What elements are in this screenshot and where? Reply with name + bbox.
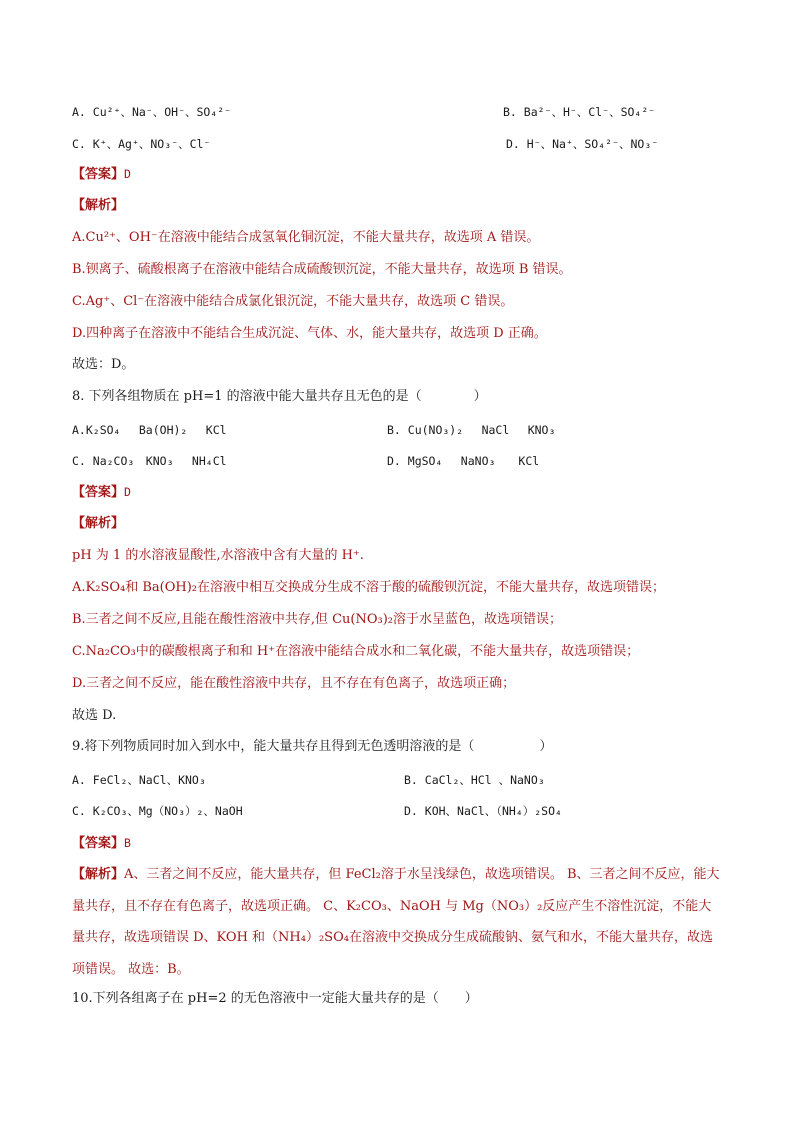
q8-explanation-a: A.K₂SO₄和 Ba(OH)₂在溶液中相互交换成分生成不溶于酸的硫酸钡沉淀，不能大量共存，故选项错误； (72, 580, 666, 595)
q7-option-d: D. H⁻、Na⁺、SO₄²⁻、NO₃⁻ (506, 137, 659, 151)
q7-explanation-b: B.钡离子、硫酸根离子在溶液中能结合成硫酸钡沉淀，不能大量共存，故选项 B 错误。 (72, 262, 572, 277)
q8-answer (72, 484, 131, 501)
q9-stem: 9.将下列物质同时加入到水中，能大量共存且得到无色透明溶液的是（ ） (72, 739, 553, 754)
q7-explanation-d: D.四种离子在溶液中不能结合生成沉淀、气体、水，能大量共存，故选项 D 正确。 (72, 326, 547, 341)
q9-explanation (72, 859, 722, 985)
q8-stem: 8. 下列各组物质在 pH=1 的溶液中能大量共存且无色的是（ ） (72, 389, 487, 404)
q7-option-a: A. Cu²⁺、Na⁻、OH⁻、SO₄²⁻ (72, 105, 232, 119)
q8-explanation-d: D.三者之间不反应，能在酸性溶液中共存，且不存在有色离子，故选项正确； (72, 676, 516, 691)
q9-option-c: C. K₂CO₃、Mg（NO₃）₂、NaOH (72, 804, 243, 818)
answer-value: B (124, 836, 131, 850)
q10-stem: 10.下列各组离子在 pH=2 的无色溶液中一定能大量共存的是（ ） (72, 991, 478, 1006)
q8-option-b: B. Cu(NO₃)₂ NaCl KNO₃ (387, 423, 556, 437)
q8-explanation-c: C.Na₂CO₃中的碳酸根离子和和 H⁺在溶液中能结合成水和二氧化碳，不能大量共存，故选项错误； (72, 644, 640, 659)
q8-option-c: C. Na₂CO₃ KNO₃ NH₄Cl (72, 454, 227, 468)
q7-analysis-tag: 【解析】 (72, 198, 125, 213)
q7-option-c: C. K⁺、Ag⁺、NO₃⁻、Cl⁻ (72, 137, 211, 151)
q7-option-b: B. Ba²⁻、H⁻、Cl⁻、SO₄²⁻ (503, 105, 656, 119)
q9-explanation-text: A、三者之间不反应，能大量共存，但 FeCl₂溶于水呈浅绿色，故选项错误。 B、三者之间不反应，能大量共存，且不存在有色离子，故选项正确。 C、K₂CO₃、NaOH 与 Mg（NO₃）₂反应产生不溶性沉淀，不能大量共存，故选项错误 D、KOH 和（NH₄）₂SO₄在溶液中交换成分生成硫酸钠、氨气和水，不能大量共存，故选项错误。 故选：B。 (72, 867, 720, 977)
q7-selection: 故选：D。 (72, 357, 135, 372)
q8-analysis-tag: 【解析】 (72, 516, 125, 531)
q7-answer (72, 166, 131, 183)
answer-tag: 【答案】 (72, 836, 125, 851)
q7-explanation-a: A.Cu²⁺、OH⁻在溶液中能结合成氢氧化铜沉淀，不能大量共存，故选项 A 错误。 (72, 230, 540, 245)
answer-value: D (124, 167, 131, 181)
q9-option-d: D. KOH、NaCl、（NH₄）₂SO₄ (404, 804, 562, 818)
q8-option-a: A.K₂SO₄ Ba(OH)₂ KCl (72, 423, 227, 437)
answer-value: D (124, 485, 131, 499)
q9-answer (72, 835, 131, 852)
q8-explanation-intro: pH 为 1 的水溶液显酸性,水溶液中含有大量的 H⁺. (72, 548, 364, 563)
q9-option-b: B. CaCl₂、HCl 、NaNO₃ (404, 773, 545, 787)
q8-selection: 故选 D. (72, 708, 117, 723)
q8-option-d: D. MgSO₄ NaNO₃ KCl (387, 454, 540, 468)
q9-option-a: A. FeCl₂、NaCl、KNO₃ (72, 773, 206, 787)
answer-tag: 【答案】 (72, 485, 125, 500)
analysis-tag: 【解析】 (72, 867, 125, 882)
q8-explanation-b: B.三者之间不反应,且能在酸性溶液中共存,但 Cu(NO₃)₂溶于水呈蓝色，故选项错误； (72, 612, 563, 627)
answer-tag: 【答案】 (72, 167, 125, 182)
q7-explanation-c: C.Ag⁺、Cl⁻在溶液中能结合成氯化银沉淀，不能大量共存，故选项 C 错误。 (72, 294, 514, 309)
